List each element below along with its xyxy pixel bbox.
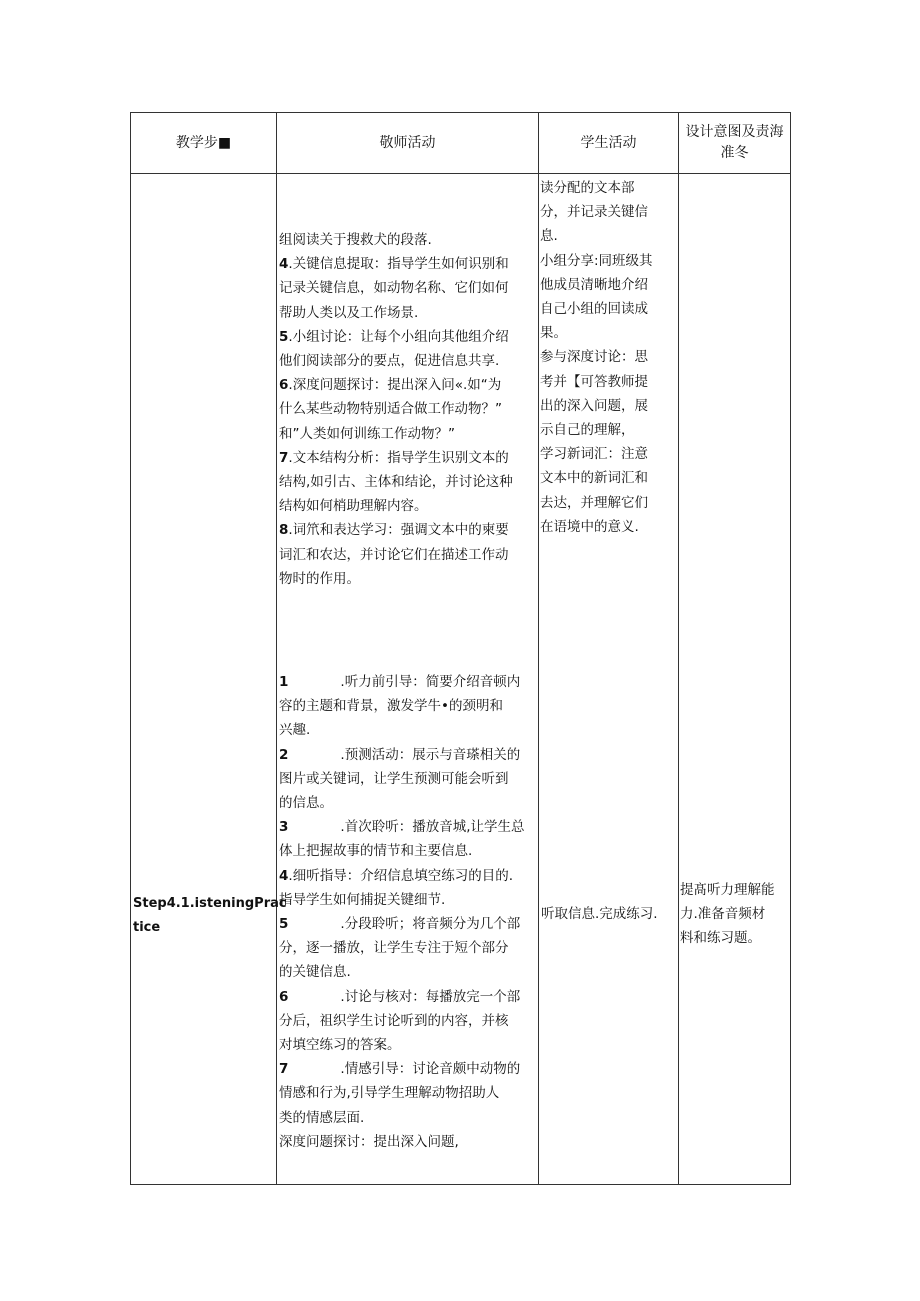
item-number: 3 [279,819,289,836]
cell-student-activity [539,174,679,1185]
item-text: 分，逐一播放，让学生专注于短个部分 [279,940,509,957]
activity-line: 提髙听力理解能 [680,882,775,898]
activity-line [279,1130,525,1154]
item-text: .关键信息提取：指导学生如何识别和 [288,256,509,273]
activity-line [279,743,525,767]
activity-line [279,228,513,252]
item-text: 图片或关键词，让学生预测可能会听到 [279,770,509,787]
activity-line [279,960,525,984]
design-intent-listening [680,878,775,951]
teacher-activity-reading [279,228,513,591]
activity-line [279,985,525,1009]
item-text: 情感和行为,引导学生理解动物招助人 [279,1085,500,1102]
activity-line: 自己小组的回读成 [540,301,648,318]
item-text: 记录关键信息，如动物名称、它们如何 [279,280,509,297]
item-number: 6 [279,377,289,394]
activity-line [279,276,513,300]
activity-line: 读分配的文本部 [540,180,635,196]
item-text: 分后，祖织学生讨论听到的内容，并核 [279,1012,509,1029]
item-text: 类的情感层面. [279,1109,365,1126]
item-text: .词笊和表达学习：强调文本中的柬要 [288,522,509,539]
student-activity-listening [541,902,658,926]
header-teacher-activity: 敬师活动 [277,113,539,174]
activity-line [279,912,525,936]
item-text: 什么某些动物特别适合做工作动物？” [279,401,502,418]
step-label-line: tice [133,920,161,935]
activity-line [279,301,513,325]
item-text: 物时的作用。 [279,570,360,587]
cell-design-intent [679,174,791,1185]
activity-line: 在语境中的意义. [540,518,639,535]
item-number: 5 [279,916,289,933]
item-number: 2 [279,746,289,763]
item-text: 的信息。 [279,795,333,812]
cell-teacher-activity [277,174,539,1185]
activity-line [279,767,525,791]
activity-line [279,936,525,960]
item-text: .分段聆听；将音频分为几个部 [340,916,521,933]
item-number: 4 [279,256,289,273]
item-number: 7 [279,1061,289,1078]
item-text: 兴趣. [279,722,311,739]
activity-line [279,1033,525,1057]
activity-line: 出的深入问题，展 [540,397,648,414]
activity-line [279,864,525,888]
cell-step [131,174,287,1185]
activity-line [279,252,513,276]
activity-line: 参与深度讨论：思 [540,349,648,366]
activity-line [279,325,513,349]
step-label-line: Step4.1.isteningPrac [133,896,287,911]
activity-line: 去达，并理解它们 [540,494,648,511]
lesson-plan-table [130,112,791,1185]
teacher-activity-listening [279,670,525,1154]
student-activity-reading [540,176,653,539]
item-number: 7 [279,449,289,466]
header-student-activity: 学生活动 [539,113,679,174]
activity-line [279,470,513,494]
activity-line [279,349,513,373]
item-text: 帮助人类以及工作场景. [279,304,419,321]
activity-line [279,397,513,421]
activity-line [279,543,513,567]
activity-line [279,518,513,542]
activity-line: 他成员清晰地介绍 [540,276,648,293]
activity-line [279,1009,525,1033]
activity-line [279,839,525,863]
activity-line: 息. [540,228,558,245]
item-text: .深度问题探讨：提出深入问«.如“为 [288,377,502,394]
activity-line [279,718,525,742]
item-text: 指导学生如何捕捉关键细节. [279,891,446,908]
item-text: 和”人类如何训练工作动物？” [279,425,455,442]
item-text: .细听指导：介绍信息填空练习的目的. [288,867,513,884]
activity-line: 小组分享:同班级其 [540,252,653,269]
activity-line: 果。 [540,325,567,342]
activity-line: 力.准备音频材 [680,906,766,923]
item-number: 4 [279,867,289,884]
activity-line: 文本中的新词汇和 [540,470,648,487]
table-header-row [131,113,791,174]
item-text: 他们阅读部分的要点，促进信息共享. [279,353,500,370]
activity-line [279,1081,525,1105]
activity-line [279,815,525,839]
activity-line: 考并【可答教师提 [540,373,648,390]
header-teaching-step: 教学步■ [131,113,277,174]
item-text: 组阅读关于搜救犬的段落. [279,232,432,248]
activity-line [279,694,525,718]
step-label [133,892,287,940]
activity-line: 听取信息.完成练习. [541,906,658,922]
item-number: 5 [279,328,289,345]
activity-line: 学习新词汇：注意 [540,446,648,463]
activity-line [279,567,513,591]
item-text: 深度问题探讨：提出深入问题, [279,1133,459,1150]
item-text: .情感引导：讨论音颇中动物的 [340,1061,521,1078]
header-design-intent-line-2: 准冬 [720,145,749,161]
item-number: 1 [279,674,289,690]
item-text: 的关键信息. [279,964,351,981]
activity-line: 料和练习题。 [680,930,761,947]
item-text: .文本结构分析：指导学生识别文本的 [288,449,509,466]
header-design-intent [679,113,791,174]
activity-line [279,1057,525,1081]
activity-line [279,446,513,470]
activity-line: 分，并记录关键信 [540,204,648,221]
item-text: .预测活动：展示与音瑹相关的 [340,746,521,763]
activity-line [279,494,513,518]
activity-line [279,791,525,815]
item-text: 结构如何梢助理解内容。 [279,498,428,515]
table-row [131,174,791,1185]
item-text: 体上把握故事的情节和主要信息. [279,843,473,860]
item-text: 容的主题和背景，激发学牛•的颈明和 [279,698,503,715]
item-text: 词汇和农达，并讨论它们在描述工作动 [279,546,509,563]
activity-line [279,888,525,912]
header-design-intent-line-1: 设计意图及责海 [685,124,784,140]
activity-line [279,670,525,694]
activity-line [279,373,513,397]
item-text: .首次聆听：播放音城,让学生总 [340,819,525,836]
item-number: 8 [279,522,289,539]
activity-line [279,422,513,446]
item-text: .小组讨论：让每个小组向其他组介绍 [288,328,509,345]
item-text: 对填空练习的答案。 [279,1037,401,1054]
item-text: .听力前引导：简要介绍音顿内 [340,674,521,690]
activity-line [279,1106,525,1130]
item-text: 结构,如引古、主体和结论，并讨论这种 [279,474,513,491]
activity-line: 示自己的理解， [540,422,635,439]
item-number: 6 [279,988,289,1005]
item-text: .讨论与核对：每播放完一个部 [340,988,521,1005]
